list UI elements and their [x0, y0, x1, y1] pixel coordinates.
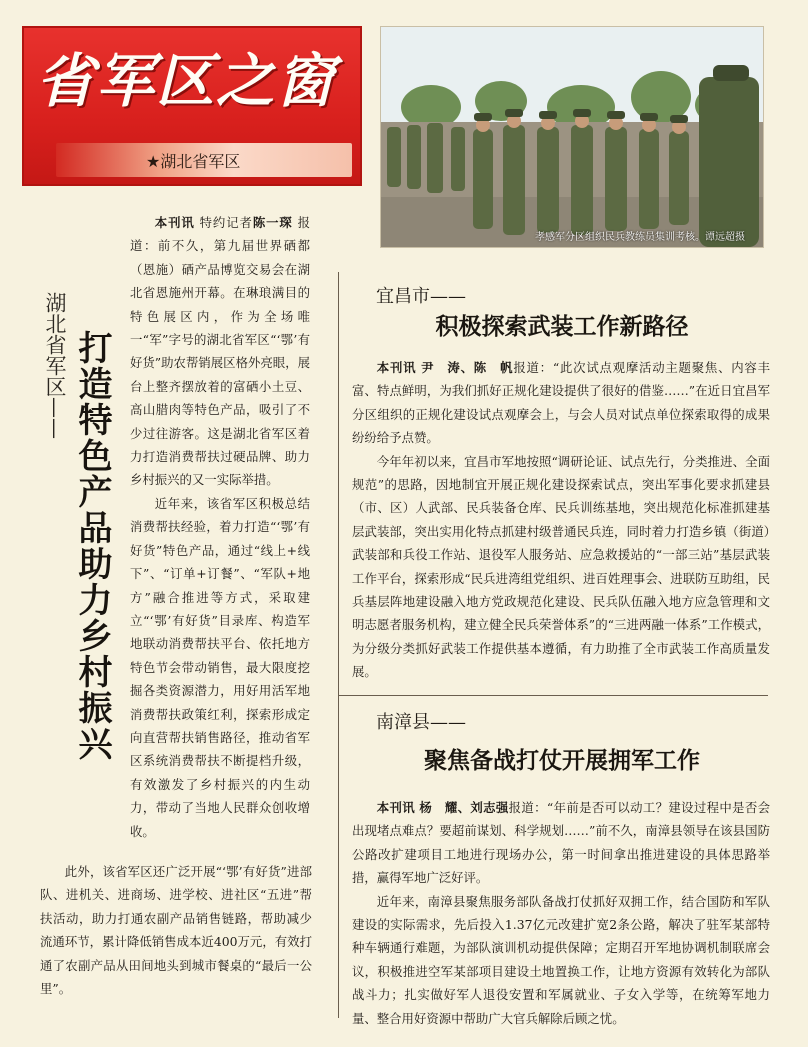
- yichang-paragraph-2: 今年年初以来，宜昌市军地按照“调研论证、试点先行，分类推进、全面规范”的思路，因地制宜开展正规化建设探索试点，突出军事化要求抓建县（市、区）人武部、民兵装备仓库、民兵训练基地，突出规范化标准抓建基层武装部，突出实用化特点抓建村级普通民兵连，同时着力打造乡镇（街道）武装部和兵役工作站、退役军人服务站、应急救援站的“一部三站”基层武装工作平台，探索形成“民兵进湾组党组织、进百姓理事会、进联防互助组，民兵基层阵地建设融入地方党政规范化建设、民兵队伍融入地方应急管理和文明志愿者服务机构，建立健全民兵荣誉体系”的“三进两融一体系”工作模式，为分级分类抓好武装工作提供基本遵循，有力助推了全市武装工作高质量发展。: [352, 453, 770, 680]
- nanzhang-body: [352, 796, 770, 1030]
- news-photo: [380, 26, 764, 248]
- column-subtitle-bar: [56, 143, 352, 177]
- main-paragraph-3: 此外，该省军区还广泛开展“‘鄂’有好货”进部队、进机关、进商场、进学校、进社区“五进”帮扶活动，助力打通农副产品销售链路，帮助减少流通环节，累计降低销售成本近400万元，有效打通了农副产品从田间地头到城市餐桌的“最后一公里”。: [40, 864, 312, 997]
- column-subtitle: ★湖北省军区: [146, 152, 241, 171]
- column-title: 省军区之窗: [36, 47, 337, 115]
- byline-name: 陈一琛: [252, 215, 293, 230]
- yichang-byline-names: 尹 涛、陈 帆: [421, 360, 514, 375]
- yichang-headline: 积极探索武装工作新路径: [435, 313, 689, 340]
- region-label: 湖北省军区——: [43, 292, 67, 439]
- soldiers-photo-illustration: [381, 27, 763, 247]
- photo-caption: 孝感军分区组织民兵教练员集训考核。谭远超摄: [535, 232, 745, 243]
- nanzhang-paragraph-1: 报道：“年前是否可以动工？建设过程中是否会出现堵点难点？要超前谋划、科学规划……”前不久，南漳县领导在该县国防公路改扩建项目工地进行现场办公，第一时间拿出推进建设的具体思路举措，赢得军地广泛好评。: [352, 800, 771, 886]
- main-headline: 打造特色产品助力乡村振兴: [72, 330, 112, 762]
- main-paragraph-2: 近年来，该省军区积极总结消费帮扶经验，着力打造“‘鄂’有好货”特色产品，通过“线上+线下”、“订单+订餐”、“军队+地方”融合推进等方式，采取建立“‘鄂’有好货”目录库、构造军地联动消费帮扶平台、依托地方特色节会带动销售，最大限度挖掘各类资源潜力，用好用活军地消费帮扶政策红利，探索形成定向直营帮扶销售路径，推动省军区系统消费帮扶不断提档升级，有效激发了乡村振兴的内生动力，带动了当地人民群众创收增收。: [130, 495, 310, 839]
- yichang-paragraph-1: 报道：“此次试点观摩活动主题聚焦、内容丰富、特点鲜明，为我们抓好正规化建设提供了很好的借鉴……”在近日宜昌军分区组织的正规化建设试点观摩会上，与会人员对试点单位探索取得的成果纷纷给予点赞。: [352, 360, 771, 446]
- byline-role: 特约记者: [199, 215, 253, 230]
- main-article-column: [130, 211, 310, 843]
- nanzhang-city: 南漳县——: [376, 712, 466, 733]
- nanzhang-headline: 聚焦备战打仗开展拥军工作: [424, 747, 700, 774]
- section-divider: [338, 695, 768, 696]
- main-article-bottom: [40, 860, 312, 1000]
- column-banner: [22, 26, 362, 186]
- yichang-byline-prefix: 本刊讯: [376, 360, 417, 375]
- main-paragraph-1: 报道：前不久，第九届世界硒都（恩施）硒产品博览交易会在湖北省恩施州开幕。在琳琅满目的特色展区内，作为全场唯一“军”字号的湖北省军区“‘鄂’有好货”助农帮销展区格外亮眼，展台上整齐摆放着的富硒小土豆、高山腊肉等特色产品，吸引了不少过往游客。这是湖北省军区着力打造消费帮扶过硬品牌、助力乡村振兴的又一实际举措。: [130, 215, 310, 488]
- nanzhang-byline-names: 杨 耀、刘志强: [419, 800, 509, 815]
- column-divider-vertical: [338, 272, 339, 1018]
- nanzhang-paragraph-2: 近年来，南漳县聚焦服务部队备战打仗抓好双拥工作，结合国防和军队建设的实际需求，先后投入1.37亿元改建扩宽2条公路，解决了驻军某部特种车辆通行难题，为部队演训机动提供保障；定期召开军地协调机制联席会议，积极推进空军某部项目建设土地置换工作，让地方资源有效转化为部队战斗力；扎实做好军人退役安置和军属就业、子女入学等，在统筹军地力量、整合用好资源中帮助广大官兵解除后顾之忧。: [352, 893, 770, 1026]
- yichang-body: [352, 356, 770, 684]
- nanzhang-byline-prefix: 本刊讯: [376, 800, 416, 815]
- byline-prefix: 本刊讯: [154, 215, 195, 230]
- yichang-city: 宜昌市——: [376, 286, 466, 307]
